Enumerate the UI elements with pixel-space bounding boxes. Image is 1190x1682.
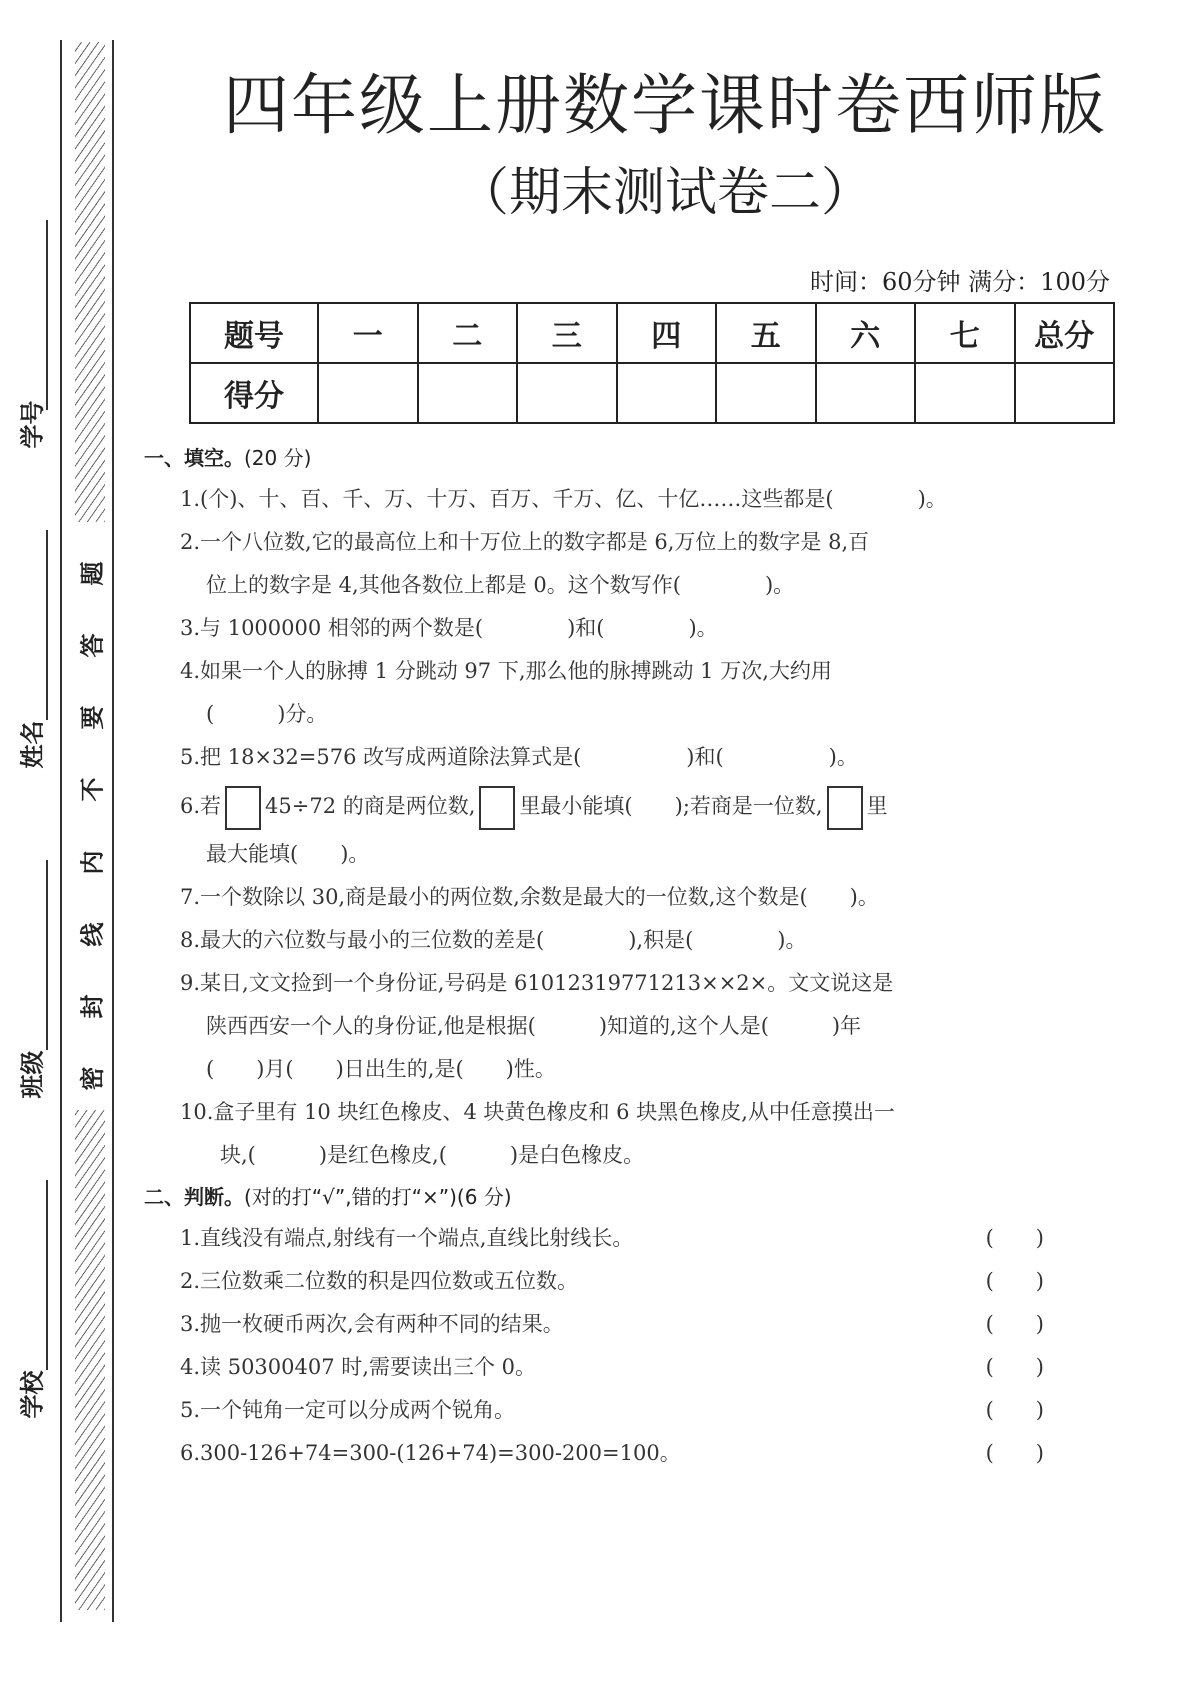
- name-label: 姓名: [18, 720, 47, 769]
- score-cell[interactable]: [816, 363, 916, 423]
- score-table-header-row: [190, 303, 1114, 363]
- class-underline: [46, 860, 48, 1050]
- judge-statement: 1.直线没有端点,射线有一个端点,直线比射线长。: [180, 1226, 634, 1250]
- question-3: 3.与 1000000 相邻的两个数是( )和( )。: [180, 616, 718, 640]
- question-9-line2: 陕西西安一个人的身份证,他是根据( )知道的,这个人是( )年: [206, 1014, 862, 1038]
- name-field[interactable]: [10, 520, 50, 780]
- question-2-line2: 位上的数字是 4,其他各数位上都是 0。这个数写作( )。: [206, 573, 795, 597]
- question-8: 8.最大的六位数与最小的三位数的差是( ),积是( )。: [180, 928, 807, 952]
- question-7: 7.一个数除以 30,商是最小的两位数,余数是最大的一位数,这个数是( )。: [180, 885, 879, 909]
- seal-char: 内: [78, 850, 107, 875]
- question-5: 5.把 18×32=576 改写成两道除法算式是( )和( )。: [180, 745, 858, 769]
- judge-answer-paren[interactable]: ( ): [985, 1312, 1044, 1336]
- judge-answer-paren[interactable]: ( ): [985, 1269, 1044, 1293]
- judge-item: [144, 1260, 1044, 1303]
- score-cell[interactable]: [617, 363, 717, 423]
- score-table-header-cell: 四: [617, 303, 717, 363]
- score-table-header-cell: 五: [716, 303, 816, 363]
- question-1: 1.(个)、十、百、千、万、十万、百万、千万、亿、十亿……这些都是( )。: [180, 487, 947, 511]
- judge-item: [144, 1346, 1044, 1389]
- seal-char: 密: [78, 1066, 107, 1091]
- question-10-line1: 10.盒子里有 10 块红色橡皮、4 块黄色橡皮和 6 块黑色橡皮,从中任意摸出一: [180, 1100, 895, 1124]
- name-underline: [46, 530, 48, 720]
- school-underline: [46, 1180, 48, 1370]
- judge-item: [144, 1432, 1044, 1475]
- score-table-header-cell: 六: [816, 303, 916, 363]
- section1-heading: [144, 438, 1044, 478]
- score-cell[interactable]: [418, 363, 518, 423]
- score-table-score-row: [190, 363, 1114, 423]
- question-10-line2: 块,( )是红色橡皮,( )是白色橡皮。: [220, 1143, 645, 1167]
- question-9-line1: 9.某日,文文捡到一个身份证,号码是 61012319771213××2×。文文说这是: [180, 971, 894, 995]
- score-table: [189, 302, 1115, 424]
- score-cell[interactable]: [716, 363, 816, 423]
- judge-answer-paren[interactable]: ( ): [985, 1398, 1044, 1422]
- judge-item: [144, 1217, 1044, 1260]
- score-row-label: 得分: [190, 363, 318, 423]
- judge-statement: 3.抛一枚硬币两次,会有两种不同的结果。: [180, 1312, 564, 1336]
- seal-char: 题: [78, 561, 107, 586]
- score-table-header-cell: 总分: [1015, 303, 1115, 363]
- score-cell[interactable]: [318, 363, 418, 423]
- question-2-line1: 2.一个八位数,它的最高位上和十万位上的数字都是 6,万位上的数字是 8,百: [180, 530, 870, 554]
- score-table-header-cell: 一: [318, 303, 418, 363]
- judge-statement: 4.读 50300407 时,需要读出三个 0。: [180, 1355, 536, 1379]
- seal-char: 要: [78, 705, 107, 730]
- question-6-suffix: 里: [866, 794, 888, 818]
- judge-statement: 2.三位数乘二位数的积是四位数或五位数。: [180, 1269, 579, 1293]
- school-label: 学校: [18, 1370, 47, 1419]
- class-field[interactable]: [10, 850, 50, 1110]
- margin-hatch: [75, 1110, 105, 1610]
- exam-subtitle: （期末测试卷二）: [456, 163, 873, 223]
- time-and-score-info: 时间：60分钟 满分：100分: [810, 268, 1110, 296]
- class-label: 班级: [18, 1050, 47, 1099]
- section1-points: (20 分): [244, 446, 312, 470]
- question-6-line1: [144, 779, 1044, 833]
- student-id-field[interactable]: [10, 200, 50, 460]
- score-cell[interactable]: [1015, 363, 1115, 423]
- question-9-line3: ( )月( )日出生的,是( )性。: [206, 1057, 556, 1081]
- seal-char: 封: [78, 994, 107, 1019]
- section2-note: (对的打“√”,错的打“×”)(6 分): [244, 1185, 512, 1209]
- section1-title: 一、填空。: [144, 446, 244, 470]
- seal-char: 答: [78, 633, 107, 658]
- score-table-header-cell: 题号: [190, 303, 318, 363]
- judge-answer-paren[interactable]: ( ): [985, 1226, 1044, 1250]
- seal-char: 不: [78, 777, 107, 802]
- exam-title: 四年级上册数学课时卷西师版: [223, 67, 1107, 144]
- judge-item: [144, 1389, 1044, 1432]
- judge-answer-paren[interactable]: ( ): [985, 1355, 1044, 1379]
- section2-title: 二、判断。: [144, 1185, 244, 1209]
- question-6-line2: 最大能填( )。: [206, 842, 370, 866]
- answer-box[interactable]: [479, 786, 515, 830]
- question-6-prefix: 6.若: [180, 794, 222, 818]
- binding-margin: [0, 0, 120, 1682]
- score-table-header-cell: 三: [517, 303, 617, 363]
- exam-content: [144, 438, 1044, 1475]
- answer-box[interactable]: [225, 786, 261, 830]
- score-table-header-cell: 七: [915, 303, 1015, 363]
- judge-statement: 6.300-126+74=300-(126+74)=300-200=100。: [180, 1441, 681, 1465]
- student-id-underline: [46, 220, 48, 410]
- margin-line: [60, 40, 62, 1622]
- question-6-text-a: 45÷72 的商是两位数,: [265, 794, 476, 818]
- question-4-line2: ( )分。: [206, 702, 328, 726]
- score-cell[interactable]: [517, 363, 617, 423]
- school-field[interactable]: [10, 1170, 50, 1430]
- seal-line-text: [72, 556, 108, 1096]
- question-4-line1: 4.如果一个人的脉搏 1 分跳动 97 下,那么他的脉搏跳动 1 万次,大约用: [180, 659, 832, 683]
- question-6-text-b: 里最小能填( );若商是一位数,: [519, 794, 823, 818]
- score-table-header-cell: 二: [418, 303, 518, 363]
- margin-line: [112, 40, 114, 1622]
- score-cell[interactable]: [915, 363, 1015, 423]
- judge-statement: 5.一个钝角一定可以分成两个锐角。: [180, 1398, 516, 1422]
- margin-hatch: [75, 42, 105, 522]
- section2-heading: [144, 1177, 1044, 1217]
- judge-item: [144, 1303, 1044, 1346]
- answer-box[interactable]: [827, 786, 863, 830]
- student-id-label: 学号: [18, 400, 47, 449]
- seal-char: 线: [78, 922, 107, 947]
- judge-answer-paren[interactable]: ( ): [985, 1441, 1044, 1465]
